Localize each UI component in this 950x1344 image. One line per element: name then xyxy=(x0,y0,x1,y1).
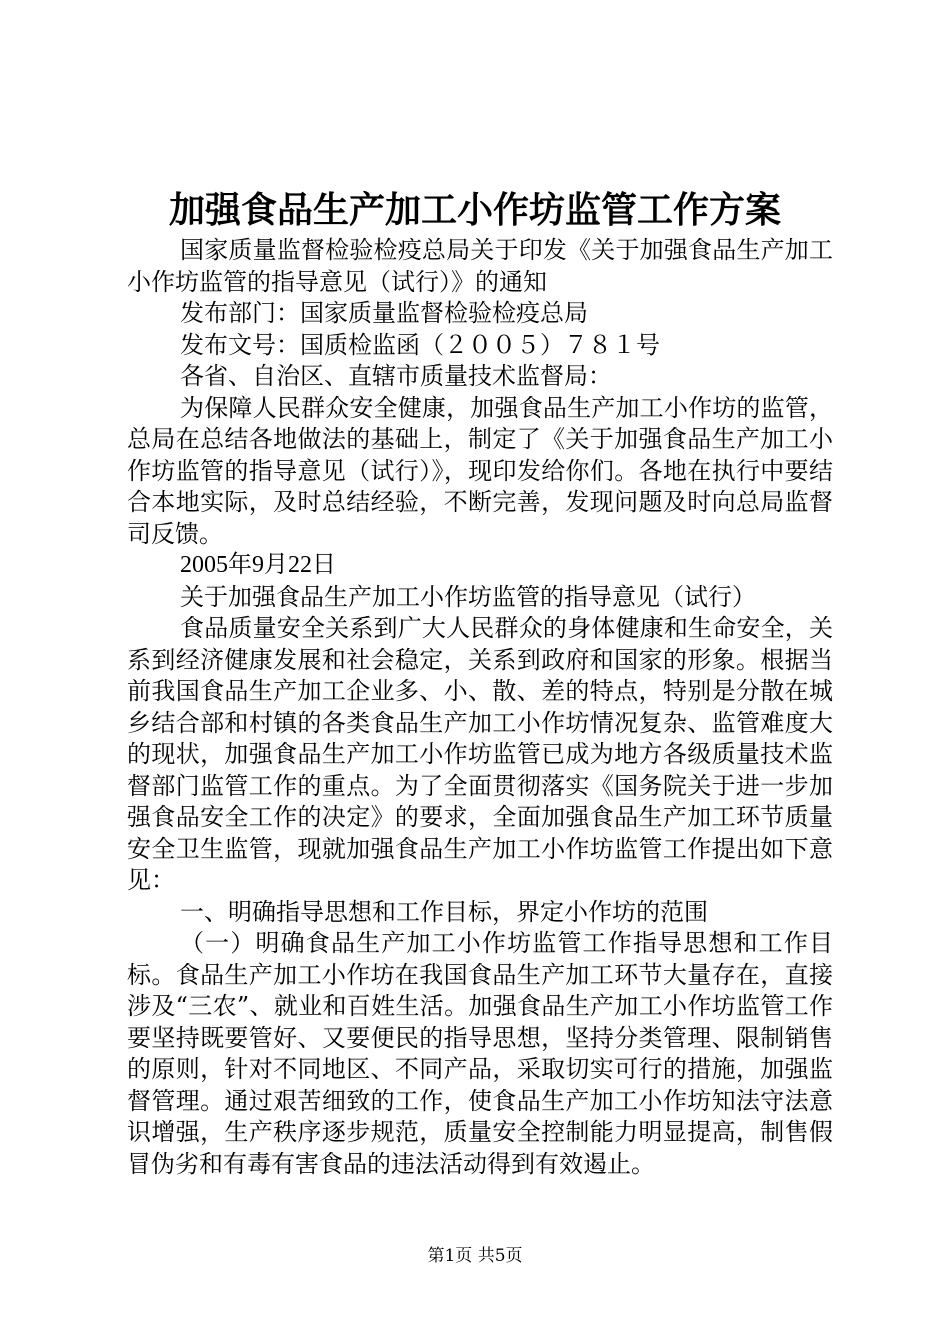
addressee: 各省、自治区、直辖市质量技术监督局： xyxy=(180,362,612,390)
opinion-heading: 关于加强食品生产加工小作坊监管的指导意见（试行） xyxy=(180,582,756,611)
issuing-department: 发布部门：国家质量监督检验检疫总局 xyxy=(180,299,588,327)
document-body xyxy=(127,235,833,1180)
opinion-intro-paragraph: 食品质量安全关系到广大人民群众的身体健康和生命安全，关系到经济健康发展和社会稳定，关系到政府和国家的形象。根据当前我国食品生产加工企业多、小、散、差的特点，特别是分散在城乡结合部和村镇的各类食品生产加工小作坊情况复杂、监管难度大的现状，加强食品生产加工小作坊监管已成为地方各级质量技术监督部门监管工作的重点。为了全面贯彻落实《国务院关于进一步加强食品安全工作的决定》的要求，全面加强食品生产加工环节质量安全卫生监管，现就加强食品生产加工小作坊监管工作提出如下意见： xyxy=(127,614,833,894)
notice-heading: 国家质量监督检验检疫总局关于印发《关于加强食品生产加工小作坊监管的指导意见（试行）》的通知 xyxy=(127,236,833,296)
notice-body-paragraph: 为保障人民群众安全健康，加强食品生产加工小作坊的监管，总局在总结各地做法的基础上，制定了《关于加强食品生产加工小作坊监管的指导意见（试行）》，现印发给你们。各地在执行中要结合本地实际，及时总结经验，不断完善，发现问题及时向总局监督司反馈。 xyxy=(127,393,833,548)
page-number-footer: 第1页 共5页 xyxy=(427,1246,523,1266)
document-title: 加强食品生产加工小作坊监管工作方案 xyxy=(168,189,781,231)
issue-date: 2005年9月22日 xyxy=(180,552,336,578)
section-heading: 一、明确指导思想和工作目标，界定小作坊的范围 xyxy=(180,897,708,926)
document-number: 发布文号：国质检监函（２００５）７８１号 xyxy=(180,330,660,359)
section-paragraph: （一）明确食品生产加工小作坊监管工作指导思想和工作目标。食品生产加工小作坊在我国食品生产加工环节大量存在，直接涉及“三农”、就业和百姓生活。加强食品生产加工小作坊监管工作要坚持既要管好、又要便民的指导思想，坚持分类管理、限制销售的原则，针对不同地区、不同产品，采取切实可行的措施，加强监督管理。通过艰苦细致的工作，使食品生产加工小作坊知法守法意识增强，生产秩序逐步规范，质量安全控制能力明显提高，制售假冒伪劣和有毒有害食品的违法活动得到有效遏止。 xyxy=(127,929,833,1178)
